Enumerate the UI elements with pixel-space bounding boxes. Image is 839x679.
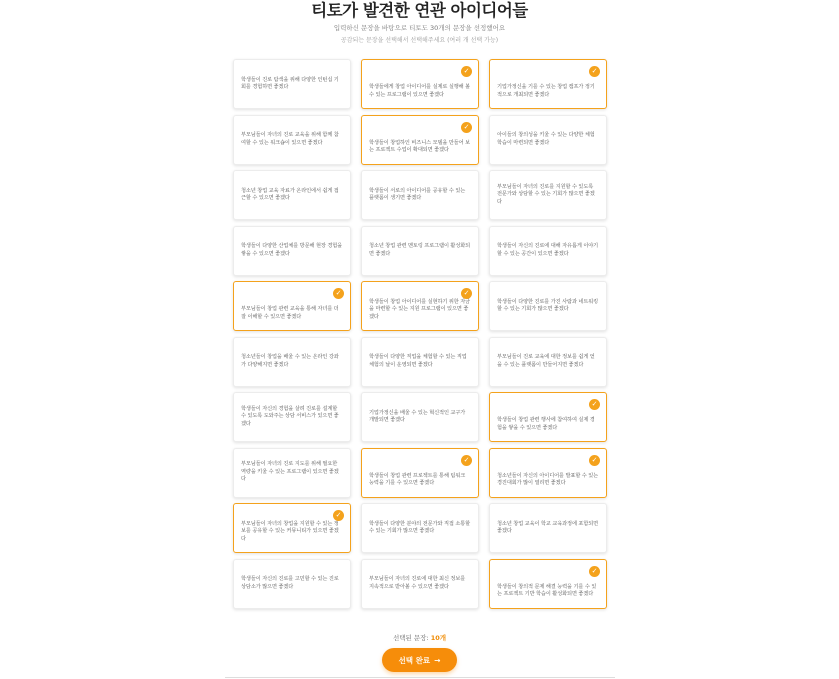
idea-card-text: 학생들이 창업 관련 프로젝트를 통해 팀워크 능력을 기를 수 있으면 좋겠다 [369, 472, 466, 486]
arrow-right-icon: → [434, 655, 441, 665]
idea-card[interactable] [489, 448, 607, 498]
idea-card-text: 학생들이 서로의 아이디어를 공유할 수 있는 플랫폼이 생기면 좋겠다 [369, 187, 466, 201]
idea-card[interactable] [361, 281, 479, 331]
idea-card-text: 학생들이 창업 아이디어를 실현하기 위한 자금을 마련할 수 있는 지원 프로그램이 있으면 좋겠다 [369, 298, 471, 320]
idea-card[interactable] [489, 503, 607, 553]
submit-label: 선택 완료 [398, 655, 431, 665]
idea-card[interactable] [233, 115, 351, 165]
idea-card-text: 청소년들이 자신의 아이디어를 발표할 수 있는 경진대회가 많이 열리면 좋겠다 [497, 472, 599, 486]
idea-card-text: 아이들의 창의성을 키울 수 있는 다양한 체험학습이 마련되면 좋겠다 [497, 132, 595, 146]
idea-card[interactable] [233, 281, 351, 331]
page-subtitle: 입력하신 문장을 바탕으로 티토도 30개의 문장을 선정했어요 [333, 24, 506, 32]
idea-card-text: 학생들이 진로 탐색을 위해 다양한 인턴십 기회를 경험하면 좋겠다 [241, 76, 339, 90]
idea-card[interactable] [233, 503, 351, 553]
check-icon: ✓ [461, 122, 472, 133]
idea-card-text: 기업가정신을 배울 수 있는 혁신적인 교구가 개발되면 좋겠다 [369, 409, 466, 423]
idea-card-text: 학생들이 다양한 직업을 체험할 수 있는 직업 체험의 날이 운영되면 좋겠다 [369, 354, 467, 368]
idea-card[interactable] [233, 559, 351, 609]
idea-card-text: 부모님들이 자녀의 진로 지도를 위해 필요한 역량을 키울 수 있는 프로그램이 있으면 좋겠다 [241, 461, 339, 483]
check-icon: ✓ [589, 566, 600, 577]
submit-selection-button[interactable] [382, 648, 457, 672]
idea-card-text: 학생들이 창의적 문제 해결 능력을 기를 수 있는 프로젝트 기반 학습이 활성화되면 좋겠다 [497, 583, 597, 597]
page-header [0, 0, 839, 45]
idea-card[interactable] [489, 392, 607, 442]
idea-card-text: 부모님들이 자녀의 창업을 지원할 수 있는 정보를 공유할 수 있는 커뮤니티가 있으면 좋겠다 [241, 520, 339, 542]
idea-card-text: 학생들이 자신의 진로에 대해 자유롭게 이야기할 수 있는 공간이 있으면 좋겠다 [497, 243, 599, 257]
idea-card-text: 학생들이 다양한 진로를 가진 사람과 네트워킹할 수 있는 기회가 많으면 좋겠다 [497, 298, 599, 312]
idea-card[interactable] [361, 59, 479, 109]
idea-card[interactable] [233, 337, 351, 387]
idea-card-text: 학생들이 창업 관련 행사에 참여하여 실제 경험을 쌓을 수 있으면 좋겠다 [497, 417, 595, 431]
idea-card[interactable] [361, 170, 479, 220]
check-icon: ✓ [461, 455, 472, 466]
divider [225, 677, 615, 678]
check-icon: ✓ [461, 66, 472, 77]
selected-count-value: 10개 [430, 634, 447, 642]
idea-card[interactable] [233, 59, 351, 109]
idea-card[interactable] [361, 392, 479, 442]
idea-card[interactable] [361, 226, 479, 276]
check-icon: ✓ [589, 455, 600, 466]
idea-card[interactable] [489, 115, 607, 165]
idea-card[interactable] [489, 337, 607, 387]
idea-card-text: 부모님들이 자녀의 진로 교육을 위해 함께 참여할 수 있는 워크숍이 있으면 좋겠다 [241, 132, 339, 146]
idea-card-grid [233, 59, 607, 609]
idea-card-text: 학생들이 자신의 진로를 고민할 수 있는 진로 상담소가 많으면 좋겠다 [241, 576, 339, 590]
idea-card-text: 학생들이 창업하인 비즈니스 모델을 만들어 보는 프로젝트 수업이 확대되면 좋겠다 [369, 139, 471, 153]
check-icon: ✓ [333, 288, 344, 299]
idea-card-text: 학생들이 다양한 분야의 전문가와 직접 소통할 수 있는 기회가 많으면 좋겠다 [369, 520, 471, 534]
idea-card-text: 부모님들이 자녀의 진로에 대한 최신 정보를 지속적으로 받아볼 수 있으면 좋겠다 [369, 576, 466, 590]
check-icon: ✓ [589, 66, 600, 77]
idea-card[interactable] [361, 115, 479, 165]
idea-card-text: 청소년들이 창업을 배울 수 있는 온라인 강좌가 다양해지면 좋겠다 [241, 354, 339, 368]
check-icon: ✓ [589, 399, 600, 410]
idea-card-text: 청소년 창업 교육이 학교 교육과정에 포함되면 좋겠다 [497, 520, 599, 534]
idea-card-text: 학생들이 자신의 경험을 살려 진로를 설계할 수 있도록 도와주는 상담 서비스가 있으면 좋겠다 [241, 405, 339, 427]
idea-card[interactable] [233, 392, 351, 442]
idea-card[interactable] [489, 170, 607, 220]
selected-count [0, 633, 839, 642]
idea-card-text: 학생들이 다양한 산업체를 방문해 현장 경험을 쌓을 수 있으면 좋겠다 [241, 243, 343, 257]
idea-card[interactable] [233, 170, 351, 220]
idea-card-text: 부모님들이 진로 교육에 대한 정보를 쉽게 얻을 수 있는 플랫폼이 만들어지면 좋겠다 [497, 354, 595, 368]
idea-card-text: 학생들에게 창업 아이디어를 실제로 실행해 볼 수 있는 프로그램이 있으면 좋겠다 [369, 84, 471, 98]
idea-card[interactable] [489, 226, 607, 276]
selection-hint: 공감되는 문장을 선택해서 선택해주세요 (여러 개 선택 가능) [340, 37, 499, 44]
idea-card[interactable] [489, 281, 607, 331]
idea-card-text: 부모님들이 자녀의 진로를 지원할 수 있도록 전문가와 상담할 수 있는 기회가 많으면 좋겠다 [497, 183, 595, 205]
idea-card[interactable] [361, 337, 479, 387]
idea-card[interactable] [361, 559, 479, 609]
idea-card[interactable] [361, 448, 479, 498]
idea-card[interactable] [489, 59, 607, 109]
idea-card[interactable] [233, 448, 351, 498]
idea-card-text: 청소년 창업 교육 자료가 온라인에서 쉽게 접근할 수 있으면 좋겠다 [241, 187, 339, 201]
idea-card-text: 청소년 창업 관련 멘토링 프로그램이 활성화되면 좋겠다 [369, 243, 471, 257]
idea-card[interactable] [361, 503, 479, 553]
check-icon: ✓ [461, 288, 472, 299]
idea-card-text: 기업가정신을 기를 수 있는 창업 캠프가 정기적으로 개최되면 좋겠다 [497, 84, 595, 98]
idea-card[interactable] [233, 226, 351, 276]
check-icon: ✓ [333, 510, 344, 521]
page-title: 티토가 발견한 연관 아이디어들 [311, 1, 528, 20]
selected-count-label: 선택된 문장: [392, 634, 429, 642]
idea-card[interactable] [489, 559, 607, 609]
idea-card-text: 부모님들이 창업 관련 교육을 통해 자녀를 더 잘 이해할 수 있으면 좋겠다 [241, 306, 339, 320]
